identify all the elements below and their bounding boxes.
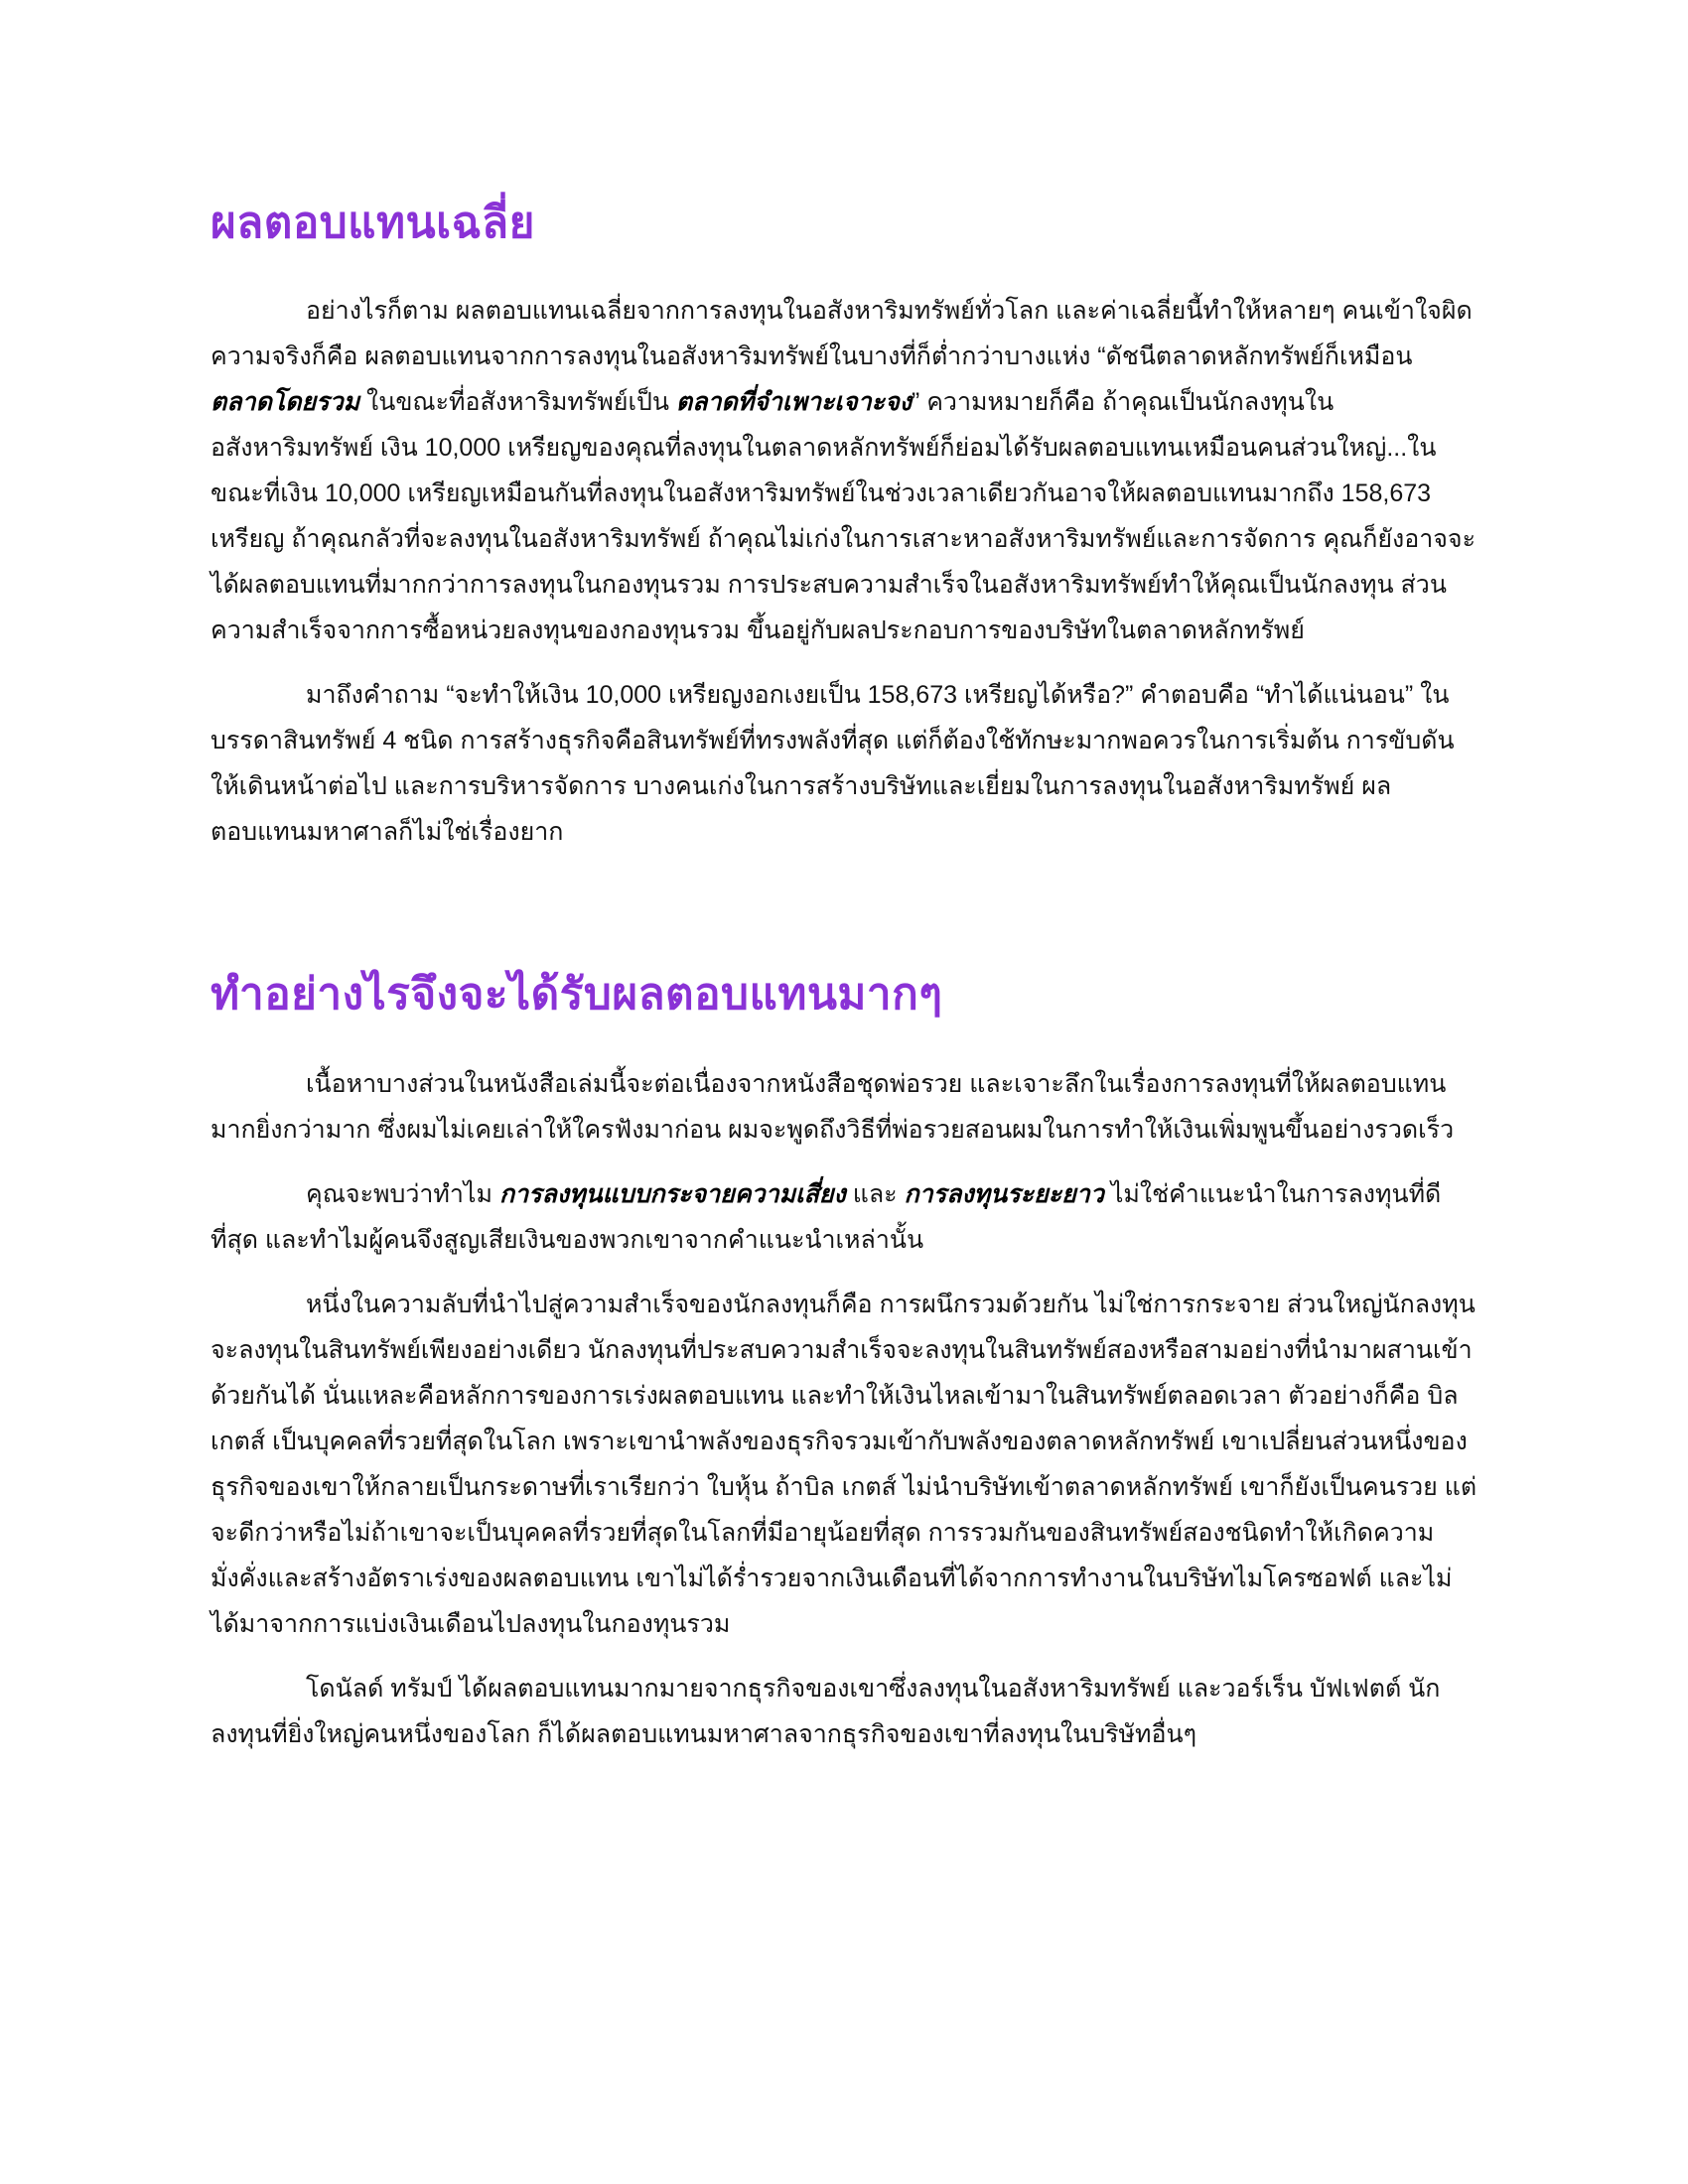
section-high-returns bbox=[211, 960, 1479, 1757]
paragraph-text: ในขณะที่อสังหาริมทรัพย์เป็น bbox=[359, 388, 676, 416]
paragraph-text: คุณจะพบว่าทำไม bbox=[306, 1180, 499, 1208]
section-average-returns bbox=[211, 189, 1479, 855]
section-heading: ทำอย่างไรจึงจะได้รับผลตอบแทนมากๆ bbox=[211, 969, 943, 1020]
paragraph: มาถึงคำถาม “จะทำให้เงิน 10,000 เหรียญงอกเงยเป็น 158,673 เหรียญได้หรือ?” คำตอบคือ “ทำได้แน่นอน” ในบรรดาสินทรัพย์ 4 ชนิด การสร้างธุรกิจคือสินทรัพย์ที่ทรงพลังที่สุด แต่ก็ต้องใช้ทักษะมากพอควรในการเริ่มต้น การขับดันให้เดินหน้าต่อไป และการบริหารจัดการ บางคนเก่งในการสร้างบริษัทและเยี่ยมในการลงทุนในอสังหาริมทรัพย์ ผลตอบแทนมหาศาลก็ไม่ใช่เรื่องยาก bbox=[211, 681, 1455, 846]
emphasis-text: การลงทุนแบบกระจายความเสี่ยง bbox=[498, 1180, 846, 1208]
paragraph bbox=[211, 1171, 1479, 1263]
emphasis-text: ตลาดโดยรวม bbox=[211, 388, 360, 416]
paragraph: หนึ่งในความลับที่นำไปสู่ความสำเร็จของนักลงทุนก็คือ การผนึกรวมด้วยกัน ไม่ใช่การกระจาย ส่วนใหญ่นักลงทุนจะลงทุนในสินทรัพย์เพียงอย่างเดียว นักลงทุนที่ประสบความสำเร็จจะลงทุนในสินทรัพย์สองหรือสามอย่างที่นำมาผสานเข้าด้วยกันได้ นั่นแหละคือหลักการของการเร่งผลตอบแทน และทำให้เงินไหลเข้ามาในสินทรัพย์ตลอดเวลา ตัวอย่างก็คือ บิล เกตส์ เป็นบุคคลที่รวยที่สุดในโลก เพราะเขานำพลังของธุรกิจรวมเข้ากับพลังของตลาดหลักทรัพย์ เขาเปลี่ยนส่วนหนึ่งของธุรกิจของเขาให้กลายเป็นกระดาษที่เราเรียกว่า ใบหุ้น ถ้าบิล เกตส์ ไม่นำบริษัทเข้าตลาดหลักทรัพย์ เขาก็ยังเป็นคนรวย แต่จะดีกว่าหรือไม่ถ้าเขาจะเป็นบุคคลที่รวยที่สุดในโลกที่มีอายุน้อยที่สุด การรวมกันของสินทรัพย์สองชนิดทำให้เกิดความมั่งคั่งและสร้างอัตราเร่งของผลตอบแทน เขาไม่ได้ร่ำรวยจากเงินเดือนที่ได้จากการทำงานในบริษัทไมโครซอฟต์ และไม่ได้มาจากการแบ่งเงินเดือนไปลงทุนในกองทุนรวม bbox=[211, 1291, 1477, 1638]
emphasis-text: การลงทุนระยะยาว bbox=[904, 1180, 1104, 1208]
paragraph: โดนัลด์ ทรัมป์ ได้ผลตอบแทนมากมายจากธุรกิจของเขาซึ่งลงทุนในอสังหาริมทรัพย์ และวอร์เร็น บัฟเฟตต์ นักลงทุนที่ยิ่งใหญ่คนหนึ่งของโลก ก็ได้ผลตอบแทนมหาศาลจากธุรกิจของเขาที่ลงทุนในบริษัทอื่นๆ bbox=[211, 1675, 1441, 1748]
paragraph-text: และ bbox=[845, 1180, 905, 1208]
paragraph bbox=[211, 288, 1479, 653]
document-page bbox=[211, 189, 1479, 1776]
section-heading: ผลตอบแทนเฉลี่ย bbox=[211, 198, 535, 248]
paragraph-text: อย่างไรก็ตาม ผลตอบแทนเฉลี่ยจากการลงทุนในอสังหาริมทรัพย์ทั่วโลก และค่าเฉลี่ยนี้ทำให้หลายๆ คนเข้าใจผิด ความจริงก็คือ ผลตอบแทนจากการลงทุนในอสังหาริมทรัพย์ในบางที่ก็ต่ำกว่าบางแห่ง “ดัชนีตลาดหลักทรัพย์ก็เหมือน bbox=[211, 297, 1473, 370]
paragraph-text: ” ความหมายก็คือ ถ้าคุณเป็นนักลงทุนในอสังหาริมทรัพย์ เงิน 10,000 เหรียญของคุณที่ลงทุนในตลาดหลักทรัพย์ก็ย่อมได้รับผลตอบแทนเหมือนคนส่วนใหญ่...ในขณะที่เงิน 10,000 เหรียญเหมือนกันที่ลงทุนในอสังหาริมทรัพย์ในช่วงเวลาเดียวกันอาจให้ผลตอบแทนมากถึง 158,673 เหรียญ ถ้าคุณกลัวที่จะลงทุนในอสังหาริมทรัพย์ ถ้าคุณไม่เก่งในการเสาะหาอสังหาริมทรัพย์และการจัดการ คุณก็ยังอาจจะได้ผลตอบแทนที่มากกว่าการลงทุนในกองทุนรวม การประสบความสำเร็จในอสังหาริมทรัพย์ทำให้คุณเป็นนักลงทุน ส่วนความสำเร็จจากการซื้อหน่วยลงทุนของกองทุนรวม ขึ้นอยู่กับผลประกอบการของบริษัทในตลาดหลักทรัพย์ bbox=[211, 388, 1477, 644]
emphasis-text: ตลาดที่จำเพาะเจาะจง bbox=[675, 388, 912, 416]
paragraph-text: ไม่ใช่คำแนะนำในการลงทุนที่ดีที่สุด และทำไมผู้คนจึงสูญเสียเงินของพวกเขาจากคำแนะนำเหล่านั้น bbox=[211, 1180, 1442, 1254]
paragraph: เนื้อหาบางส่วนในหนังสือเล่มนี้จะต่อเนื่องจากหนังสือชุดพ่อรวย และเจาะลึกในเรื่องการลงทุนที่ให้ผลตอบแทนมากยิ่งกว่ามาก ซึ่งผมไม่เคยเล่าให้ใครฟังมาก่อน ผมจะพูดถึงวิธีที่พ่อรวยสอนผมในการทำให้เงินเพิ่มพูนขึ้นอย่างรวดเร็ว bbox=[211, 1070, 1455, 1144]
